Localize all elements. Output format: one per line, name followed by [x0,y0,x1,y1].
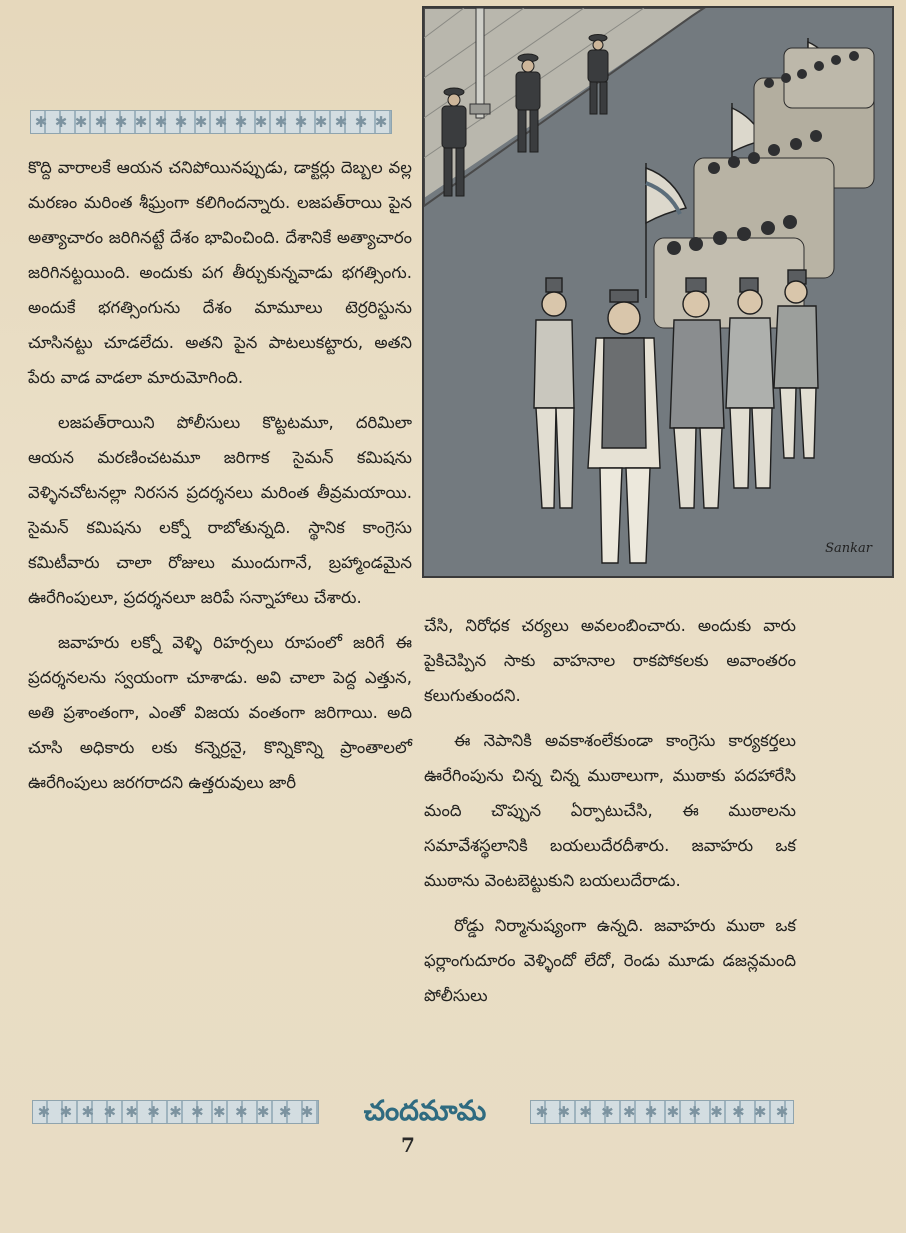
right-paragraph-1: చేసి, నిరోధక చర్యలు అవలంబించారు. అందుకు వారు పైకిచెప్పిన సాకు వాహనాల రాకపోకలకు అవాంతరం కలుగుతుందని. [424,616,796,705]
left-paragraph-3: జవాహరు లక్నో వెళ్ళి రిహర్సలు రూపంలో జరిగే ఈ ప్రదర్శనలను స్వయంగా చూశాడు. అవి చాలా పెద్ద ఎత్తున, అతి ప్రశాంతంగా, ఎంతో విజయ వంతంగా జరిగాయి. అది చూసి అధికారు లకు కన్నెర్రనై, కొన్నికొన్ని ప్రాంతాలలో ఊరేగింపులు జరగరాదని ఉత్తరువులు జారీ [28,633,412,792]
top-star-border: ✱ ✱ ✱ ✱ ✱ ✱ ✱ ✱ ✱ ✱ ✱ ✱ ✱ ✱ ✱ ✱ ✱ ✱ [30,110,392,134]
artist-signature: Sankar [825,541,872,556]
procession-drawing [424,8,892,576]
right-paragraph-2: ఈ నెపానికి అవకాశంలేకుండా కాంగ్రెసు కార్యకర్తలు ఊరేగింపును చిన్న చిన్న ముఠాలుగా, ముఠాకు పదహారేసి మంది చొప్పున ఏర్పాటుచేసి, ఈ ముఠాలను సమావేశస్థలానికి బయలుదేరదీశారు. జవాహరు ఒక ముఠాను వెంటబెట్టుకుని బయలుదేరాడు. [424,731,796,890]
page-number: 7 [401,1133,415,1157]
left-paragraph-1: కొద్ది వారాలకే ఆయన చనిపోయినప్పుడు, డాక్టర్లు దెబ్బల వల్ల మరణం మరింత శీఘ్రంగా కలిగిందన్నారు. లజపత్‌రాయి పైన అత్యాచారం జరిగినట్టే దేశం భావించింది. దేశానికే అత్యాచారం జరిగినట్టయింది. అందుకు పగ తీర్చుకున్నవాడు భగత్సింగు. అందుకే భగత్సింగును దేశం మామూలు టెర్రరిస్టును చూసినట్టు చూడలేదు. అతని పైన పాటలుకట్టారు, అతని పేరు వాడ వాడలా మారుమోగింది. [28,158,412,387]
right-paragraph-3: రోడ్డు నిర్మానుష్యంగా ఉన్నది. జవాహరు ముఠా ఒక ఫర్లాంగుదూరం వెళ్ళిందో లేదో, రెండు మూడు డజన్లమంది పోలీసులు [424,916,796,1005]
left-column [28,150,412,810]
right-column [424,608,796,1023]
procession-illustration [422,6,894,578]
footer-star-border-left: ✱ ✱ ✱ ✱ ✱ ✱ ✱ ✱ ✱ ✱ ✱ ✱ ✱ [32,1100,319,1124]
magazine-title: చందమామ [363,1094,487,1127]
footer-star-border-right: ✱ ✱ ✱ ✱ ✱ ✱ ✱ ✱ ✱ ✱ ✱ ✱ [530,1100,794,1124]
left-paragraph-2: లజపత్‌రాయిని పోలీసులు కొట్టటమూ, దరిమిలా ఆయన మరణించటమూ జరిగాక సైమన్ కమిషను వెళ్ళినచోటనల్లా నిరసన ప్రదర్శనలు మరింత తీవ్రమయాయి. సైమన్ కమిషను లక్నో రాబోతున్నది. స్థానిక కాంగ్రెసు కమిటీవారు చాలా రోజులు ముందుగానే, బ్రహ్మాండమైన ఊరేగింపులూ, ప్రదర్శనలూ జరిపే సన్నాహాలు చేశారు. [28,413,412,607]
